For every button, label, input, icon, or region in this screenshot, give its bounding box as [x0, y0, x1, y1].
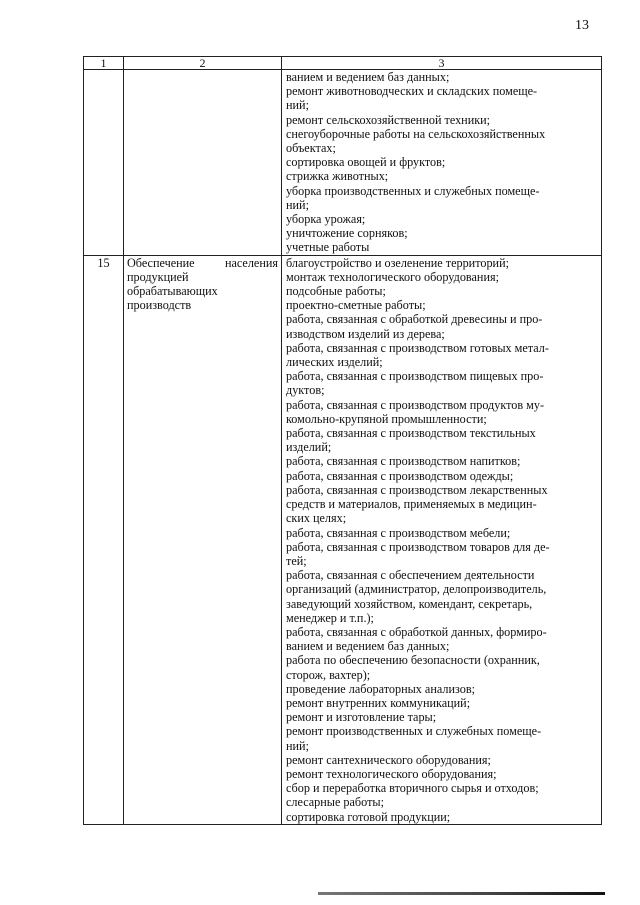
work-type-line: уборка урожая;: [286, 212, 366, 227]
work-type-line: слесарные работы;: [286, 795, 384, 810]
work-type-line: ний;: [286, 738, 309, 753]
work-type-line: комольно-крупяной промышленности;: [286, 411, 487, 426]
work-type-line: ремонт производственных и служебных помеще-: [286, 724, 542, 739]
work-type-line: ремонт сельскохозяйственной техники;: [286, 112, 491, 127]
work-type-line: стрижка животных;: [286, 169, 389, 184]
work-type-line: ремонт и изготовление тары;: [286, 710, 437, 725]
work-type-line: снегоуборочные работы на сельскохозяйственных: [286, 126, 546, 141]
work-type-line: сортировка готовой продукции;: [286, 809, 451, 824]
work-type-line: работа, связанная с производством пищевых про-: [286, 369, 544, 384]
column-header-1: 1: [84, 57, 124, 70]
work-type-line: менеджер и т.п.);: [286, 610, 374, 625]
activity-area-cell: Обеспечение населения продукцией обрабатывающих производств: [124, 255, 282, 824]
work-type-line: ремонт внутренних коммуникаций;: [286, 695, 471, 710]
work-type-line: работа, связанная с производством мебели;: [286, 525, 511, 540]
work-type-line: ремонт сантехнического оборудования;: [286, 752, 491, 767]
work-type-line: ванием и ведением баз данных;: [286, 639, 450, 654]
work-type-line: работа, связанная с обработкой данных, формиро-: [286, 624, 547, 639]
work-type-line: лических изделий;: [286, 355, 383, 370]
table-header-row: [84, 57, 602, 70]
work-type-line: сбор и переработка вторичного сырья и отходов;: [286, 781, 539, 796]
work-type-line: работа по обеспечению безопасности (охранник,: [286, 653, 540, 668]
work-type-line: ванием и ведением баз данных;: [286, 70, 450, 84]
work-type-line: ских целях;: [286, 511, 347, 526]
work-type-line: работа, связанная с обеспечением деятельности: [286, 568, 535, 583]
activity-area-cell: [124, 70, 282, 256]
work-type-line: работа, связанная с производством продуктов му-: [286, 397, 545, 412]
work-type-line: изводством изделий из дерева;: [286, 326, 445, 341]
work-type-line: организаций (администратор, делопроизводитель,: [286, 582, 547, 597]
work-type-line: заведующий хозяйством, комендант, секретарь,: [286, 596, 533, 611]
work-type-line: работа, связанная с производством одежды;: [286, 468, 514, 483]
column-header-2: 2: [124, 57, 282, 70]
work-type-line: проектно-сметные работы;: [286, 298, 426, 313]
work-type-line: средств и материалов, применяемых в медицин-: [286, 497, 537, 512]
work-type-line: изделий;: [286, 440, 332, 455]
work-type-line: работа, связанная с производством товаров для де-: [286, 539, 550, 554]
work-type-line: тей;: [286, 553, 307, 568]
work-type-line: объектах;: [286, 141, 336, 156]
work-types-cell: [282, 255, 602, 824]
signature-line: [318, 892, 605, 895]
work-type-line: работа, связанная с производством готовых метал-: [286, 340, 549, 355]
work-type-line: сортировка овощей и фруктов;: [286, 155, 446, 170]
column-header-3: 3: [282, 57, 602, 70]
table-row-15: [84, 255, 602, 824]
page-number: 13: [575, 18, 589, 33]
work-type-line: работа, связанная с производством текстильных: [286, 426, 536, 441]
work-type-line: благоустройство и озеленение территорий;: [286, 255, 509, 270]
work-types-cell: [282, 70, 602, 256]
row-number-cell: [84, 70, 124, 256]
work-type-line: ремонт животноводческих и складских помеще-: [286, 84, 538, 99]
work-types-table: [83, 56, 602, 825]
work-type-line: проведение лабораторных анализов;: [286, 681, 475, 696]
work-type-line: ний;: [286, 98, 309, 113]
work-type-line: работа, связанная с обработкой древесины и про-: [286, 312, 543, 327]
work-type-line: сторож, вахтер);: [286, 667, 371, 682]
work-type-line: подсобные работы;: [286, 284, 386, 299]
work-type-line: уборка производственных и служебных помеще-: [286, 183, 540, 198]
work-type-line: учетные работы: [286, 240, 370, 255]
table-row-continued: [84, 70, 602, 256]
work-type-line: работа, связанная с производством лекарственных: [286, 482, 548, 497]
work-type-line: монтаж технологического оборудования;: [286, 269, 499, 284]
work-type-line: уничтожение сорняков;: [286, 226, 408, 241]
row-number-cell: 15: [84, 255, 124, 824]
work-type-line: ний;: [286, 197, 309, 212]
work-type-line: дуктов;: [286, 383, 325, 398]
work-type-line: работа, связанная с производством напитков;: [286, 454, 521, 469]
work-type-line: ремонт технологического оборудования;: [286, 766, 497, 781]
